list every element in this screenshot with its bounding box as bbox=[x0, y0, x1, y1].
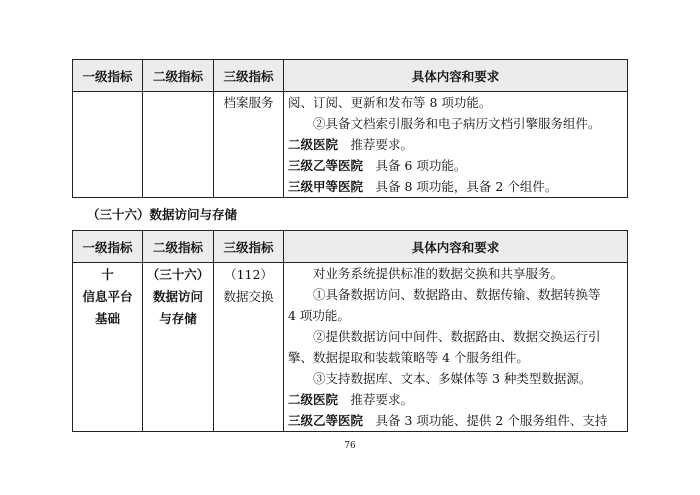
header-level2: 二级指标 bbox=[143, 60, 214, 92]
content-line bbox=[288, 284, 627, 305]
cell-level3 bbox=[214, 92, 284, 198]
content-lines bbox=[288, 92, 627, 197]
table-header-row bbox=[73, 231, 628, 263]
content-text: 擎、数据提取和装载策略等 4 个服务组件。 bbox=[288, 350, 529, 365]
content-text: 阅、订阅、更新和发布等 8 项功能。 bbox=[288, 95, 492, 110]
header-level1: 一级指标 bbox=[73, 60, 143, 92]
content-text: 对业务系统提供标准的数据交换和共享服务。 bbox=[313, 266, 564, 281]
section-title: （三十六）数据访问与存储 bbox=[87, 207, 238, 222]
hospital-grade-label: 三级甲等医院 bbox=[288, 179, 364, 194]
header-level1: 一级指标 bbox=[73, 231, 143, 263]
content-line bbox=[288, 92, 627, 113]
header-content: 具体内容和要求 bbox=[284, 60, 628, 92]
content-line bbox=[288, 326, 627, 347]
content-line bbox=[288, 134, 627, 155]
content-lines bbox=[288, 263, 627, 431]
content-text: ②具备文档索引服务和电子病历文档引擎服务组件。 bbox=[313, 116, 601, 131]
content-line bbox=[288, 155, 627, 176]
content-line bbox=[288, 389, 627, 410]
hospital-grade-label: 三级乙等医院 bbox=[288, 158, 364, 173]
content-text: 推荐要求。 bbox=[338, 137, 414, 152]
header-level3: 三级指标 bbox=[214, 231, 284, 263]
level2-line: 数据访问 bbox=[152, 289, 203, 304]
content-text: ②提供数据访问中间件、数据路由、数据交换运行引 bbox=[313, 329, 601, 344]
content-text: 具备 8 项功能，具备 2 个组件。 bbox=[363, 179, 558, 194]
content-line bbox=[288, 263, 627, 284]
level3-label: 档案服务 bbox=[223, 95, 274, 110]
hospital-grade-label: 二级医院 bbox=[288, 137, 339, 152]
content-line bbox=[288, 410, 627, 431]
level3-line: 数据交换 bbox=[223, 289, 274, 304]
header-level2: 二级指标 bbox=[143, 231, 214, 263]
content-line bbox=[288, 113, 627, 134]
content-line bbox=[288, 368, 627, 389]
cell-content bbox=[284, 92, 628, 198]
cell-level3 bbox=[214, 263, 284, 432]
level1-line: 信息平台 bbox=[82, 289, 133, 304]
page-number: 76 bbox=[344, 441, 356, 451]
cell-level2 bbox=[143, 263, 214, 432]
content-text: 4 项功能。 bbox=[288, 308, 350, 323]
table-row bbox=[73, 263, 628, 432]
content-text: 具备 3 项功能、提供 2 个服务组件、支持 bbox=[363, 413, 608, 428]
hospital-grade-label: 二级医院 bbox=[288, 392, 339, 407]
level1-line: 基础 bbox=[94, 311, 120, 326]
content-text: ③支持数据库、文本、多媒体等 3 种类型数据源。 bbox=[313, 371, 592, 386]
header-level3: 三级指标 bbox=[214, 60, 284, 92]
content-line bbox=[288, 176, 627, 197]
level1-line: 十 bbox=[101, 267, 114, 282]
level2-line: 与存储 bbox=[159, 311, 197, 326]
cell-level2 bbox=[143, 92, 214, 198]
content-line bbox=[288, 305, 627, 326]
table-row bbox=[73, 92, 628, 198]
cell-level1 bbox=[73, 263, 143, 432]
level2-line: （三十六） bbox=[146, 267, 210, 282]
table-header-row bbox=[73, 60, 628, 92]
hospital-grade-label: 三级乙等医院 bbox=[288, 413, 364, 428]
cell-level1 bbox=[73, 92, 143, 198]
cell-content bbox=[284, 263, 628, 432]
content-text: ①具备数据访问、数据路由、数据传输、数据转换等 bbox=[313, 287, 601, 302]
level3-line: （112） bbox=[224, 267, 273, 282]
header-content: 具体内容和要求 bbox=[284, 231, 628, 263]
indicator-table-2 bbox=[72, 230, 628, 432]
indicator-table-1 bbox=[72, 59, 628, 198]
content-text: 具备 6 项功能。 bbox=[363, 158, 467, 173]
content-text: 推荐要求。 bbox=[338, 392, 414, 407]
content-line bbox=[288, 347, 627, 368]
